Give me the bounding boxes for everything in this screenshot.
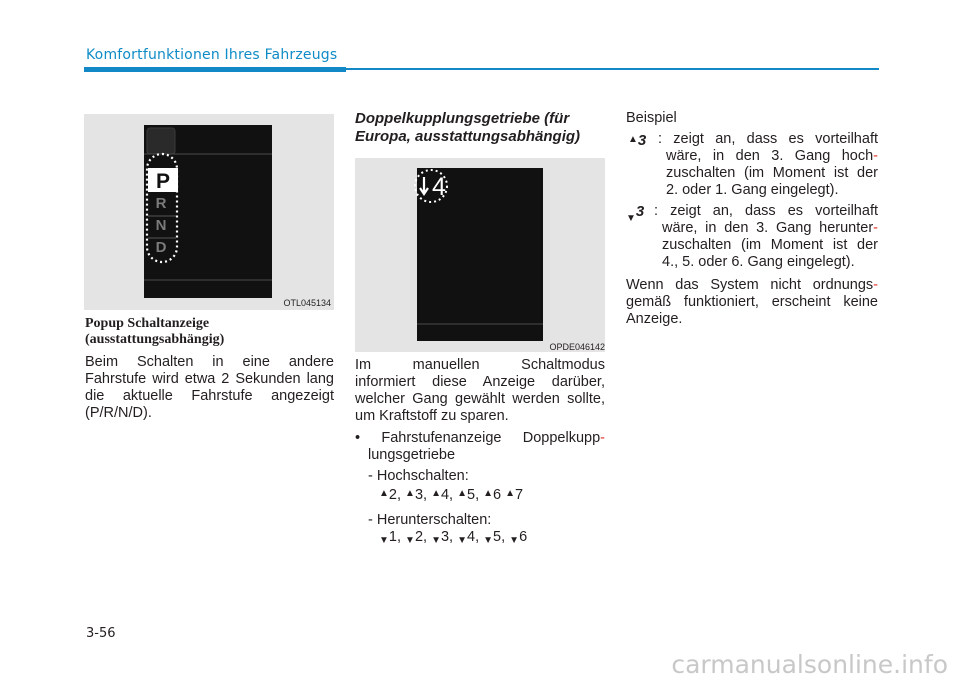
symbol-digit: 3 [637, 132, 647, 149]
downshift-line: zuschalten (im Moment ist der [662, 237, 878, 253]
body-line: Im manuellen Schaltmodus [355, 357, 605, 373]
example-label: Beispiel [626, 110, 677, 126]
downshift-item: 6 [519, 529, 528, 545]
dct-body [355, 357, 605, 549]
upshift-line-text: wäre, in den 3. Gang hoch [666, 148, 874, 164]
gear-popup-figure [84, 114, 334, 310]
downshift-symbol-icon [626, 203, 644, 227]
upshift-item: 4, [440, 487, 454, 503]
symbol-digit: 3 [635, 203, 645, 220]
down-arrow-icon: ▼ [509, 535, 520, 546]
hyphen-mark: - [873, 277, 878, 293]
upshift-item: 6 [493, 487, 502, 503]
upshift-item: 7 [515, 487, 524, 503]
upshift-item: 2, [388, 487, 401, 503]
header-rule [346, 68, 879, 70]
shift-gear-digit: 4 [432, 173, 446, 201]
body-line: informiert diese Anzeige darüber, [355, 374, 605, 390]
body-line: Fahrstufe wird etwa 2 Sekunden lang [85, 371, 334, 387]
downshift-item: 5, [493, 529, 506, 545]
bullet-text: • Fahrstufenanzeige Doppelkupp [355, 430, 601, 446]
popup-title-line1: Popup Schaltanzeige [85, 316, 210, 331]
downshift-item: 1, [388, 529, 401, 545]
body-line: die aktuelle Fahrstufe angezeigt [85, 388, 334, 404]
upshift-label: - Hochschalten: [368, 468, 469, 484]
note-line [626, 277, 878, 294]
body-line: Beim Schalten in eine andere [85, 354, 334, 370]
dct-title [355, 110, 605, 146]
hyphen-mark: - [873, 148, 878, 164]
figure-code: OPDE046142 [549, 342, 605, 352]
popup-title-line2: (ausstattungsabhängig) [85, 332, 225, 347]
down-arrow-icon: ▼ [457, 535, 467, 546]
upshift-item: 5, [467, 487, 480, 503]
downshift-item: 2, [414, 529, 428, 545]
down-arrow-icon: ▼ [483, 535, 494, 546]
note [626, 277, 878, 328]
downshift-line-text: wäre, in den 3. Gang herunter [662, 220, 874, 236]
up-arrow-icon: ▲ [431, 488, 441, 499]
up-arrow-icon: ▲ [457, 488, 467, 499]
up-arrow-icon: ▲ [505, 488, 516, 499]
downshift-item: 3, [440, 529, 454, 545]
bullet-line [355, 430, 605, 447]
down-arrow-icon: ▼ [405, 535, 415, 546]
watermark-text: carmanualsonline.info [671, 650, 948, 679]
up-arrow-icon: ▲ [379, 488, 389, 499]
popup-section [85, 316, 334, 422]
gear-popup-illustration [84, 114, 334, 310]
header-accent-bar [84, 67, 346, 72]
downshift-line: 4., 5. oder 6. Gang eingelegt). [662, 254, 855, 270]
down-arrow-icon: ▼ [379, 535, 389, 546]
body-line: um Kraftstoff zu sparen. [355, 408, 509, 424]
shift-indicator-illustration [355, 158, 605, 352]
upshift-line [626, 148, 878, 165]
downshift-item: 4, [467, 529, 480, 545]
note-line: Anzeige. [626, 311, 683, 327]
dct-title-line1: Doppelkupplungsgetriebe (für [355, 110, 570, 127]
hyphen-mark: - [873, 220, 878, 236]
gear-d-label: D [155, 239, 167, 256]
upshift-line: : zeigt an, dass es vorteilhaft [658, 131, 878, 147]
downshift-example [626, 203, 878, 271]
figure-code: OTL045134 [283, 298, 331, 308]
gear-n-label: N [155, 217, 167, 234]
dct-title-line2: Europa, ausstattungsabhängig) [355, 128, 581, 145]
downshift-label: - Herunterschalten: [368, 512, 492, 528]
upshift-line: 2. oder 1. Gang eingelegt). [666, 182, 839, 198]
body-line: welcher Gang gewählt werden sollte, [355, 391, 605, 407]
down-arrow-icon: ▼ [431, 535, 441, 546]
popup-body [85, 354, 334, 422]
up-arrow-icon: ▲ [405, 488, 415, 499]
note-line: gemäß funktioniert, erscheint keine [626, 294, 878, 310]
body-line: (P/R/N/D). [85, 405, 152, 421]
upshift-example [626, 131, 878, 199]
hyphen-mark: - [600, 430, 605, 446]
gear-r-label: R [155, 195, 167, 212]
page-number: 3-56 [86, 626, 116, 641]
downshift-line [626, 220, 878, 237]
note-line-text: Wenn das System nicht ordnungs [626, 277, 874, 293]
section-title: Komfortfunktionen Ihres Fahrzeugs [86, 47, 338, 63]
down-arrow-icon: ▼ [626, 213, 636, 224]
upshift-item: 3, [414, 487, 428, 503]
upshift-symbol-icon [628, 131, 646, 150]
upshift-line: zuschalten (im Moment ist der [666, 165, 878, 181]
upshift-list [355, 485, 605, 504]
downshift-list [355, 529, 605, 549]
gear-p-label: P [155, 170, 171, 193]
up-arrow-icon: ▲ [483, 488, 494, 499]
shift-indicator-figure [355, 158, 605, 352]
bullet-line-2: lungsgetriebe [368, 447, 456, 463]
example-section [626, 110, 878, 328]
up-arrow-icon: ▲ [628, 134, 638, 145]
downshift-line: : zeigt an, dass es vorteilhaft [654, 203, 878, 219]
